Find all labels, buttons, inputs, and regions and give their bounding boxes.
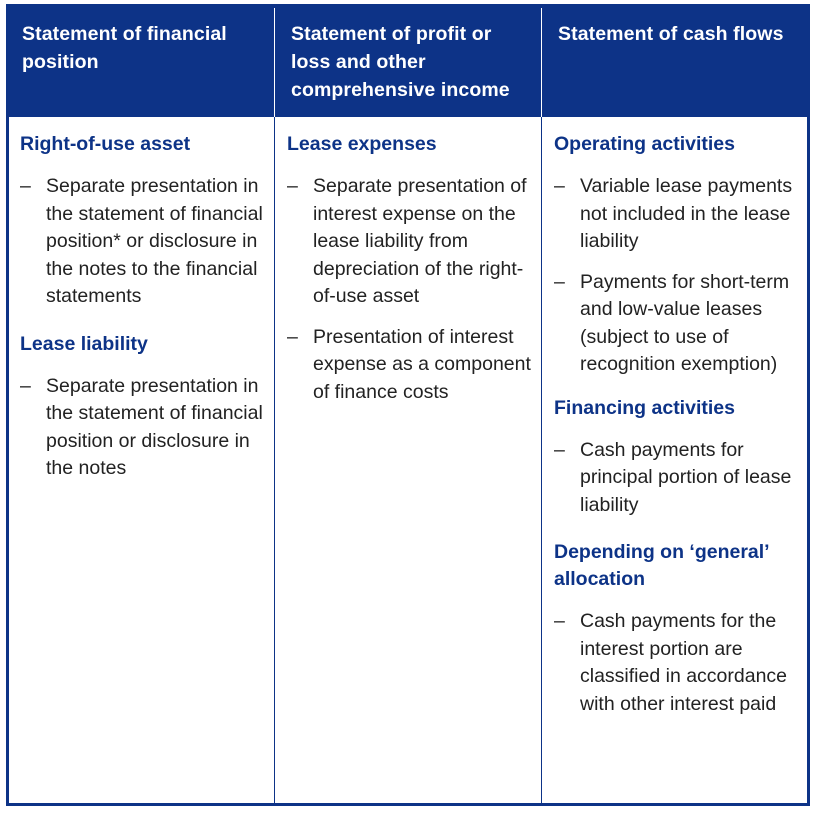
bullet-list [554,608,797,718]
list-item [554,437,797,520]
section-heading: Depending on ‘general’ allocation [554,541,769,590]
list-item-text: Presentation of interest expense as a component of finance costs [313,325,531,403]
lease-presentation-table [6,4,810,806]
bullet-list [20,373,264,483]
dash-bullet-icon: – [287,325,298,348]
list-item [287,173,531,311]
list-item-text: Cash payments for principal portion of lease liability [580,438,792,516]
dash-bullet-icon: – [554,438,565,461]
list-item-text: Separate presentation in the statement of financial position or disclosure in the notes [46,374,263,479]
section-heading: Lease liability [20,332,148,355]
column-financial-position [9,117,274,803]
column-header-cash-flows: Statement of cash flows [541,8,810,117]
column-header-financial-position: Statement of financial position [22,23,227,73]
section-lease-liability [20,331,264,483]
list-item-text: Payments for short-term and low-value leases (subject to use of recognition exemption) [580,270,790,375]
column-profit-or-loss [274,117,541,803]
section-right-of-use-asset [20,131,264,311]
dash-bullet-icon: – [20,175,31,197]
list-item-text: Variable lease payments not included in the lease liability [580,175,793,252]
list-item [554,269,797,379]
table-body-row [9,117,807,803]
list-item [20,173,264,311]
bullet-list [287,173,531,406]
column-header-profit-or-loss: Statement of profit or loss and other comprehensive income [274,8,541,117]
section-heading: Lease expenses [287,133,437,155]
bullet-list [20,173,264,311]
list-item [20,373,264,483]
list-item [287,324,531,407]
section-financing-activities [554,395,797,520]
dash-bullet-icon: – [287,175,298,197]
table-header-row [6,4,810,117]
section-operating-activities [554,131,797,379]
section-heading: Financing activities [554,396,735,419]
list-item-text: Cash payments for the interest portion are classified in accordance with other interest paid [580,610,788,715]
dash-bullet-icon: – [554,175,565,197]
section-lease-expenses [287,131,531,406]
section-heading: Right-of-use asset [20,133,191,155]
dash-bullet-icon: – [20,374,31,397]
list-item [554,173,797,256]
column-cash-flows [541,117,807,803]
dash-bullet-icon: – [554,270,565,293]
bullet-list [554,173,797,379]
list-item-text: Separate presentation in the statement of financial position* or disclosure in the notes to the financial statements [46,175,263,307]
bullet-list [554,437,797,520]
list-item-text: Separate presentation of interest expense on the lease liability from depreciation of the right-of-use asset [313,175,527,307]
dash-bullet-icon: – [554,610,565,632]
section-general-allocation [554,539,797,718]
section-heading: Operating activities [554,133,735,155]
list-item [554,608,797,718]
